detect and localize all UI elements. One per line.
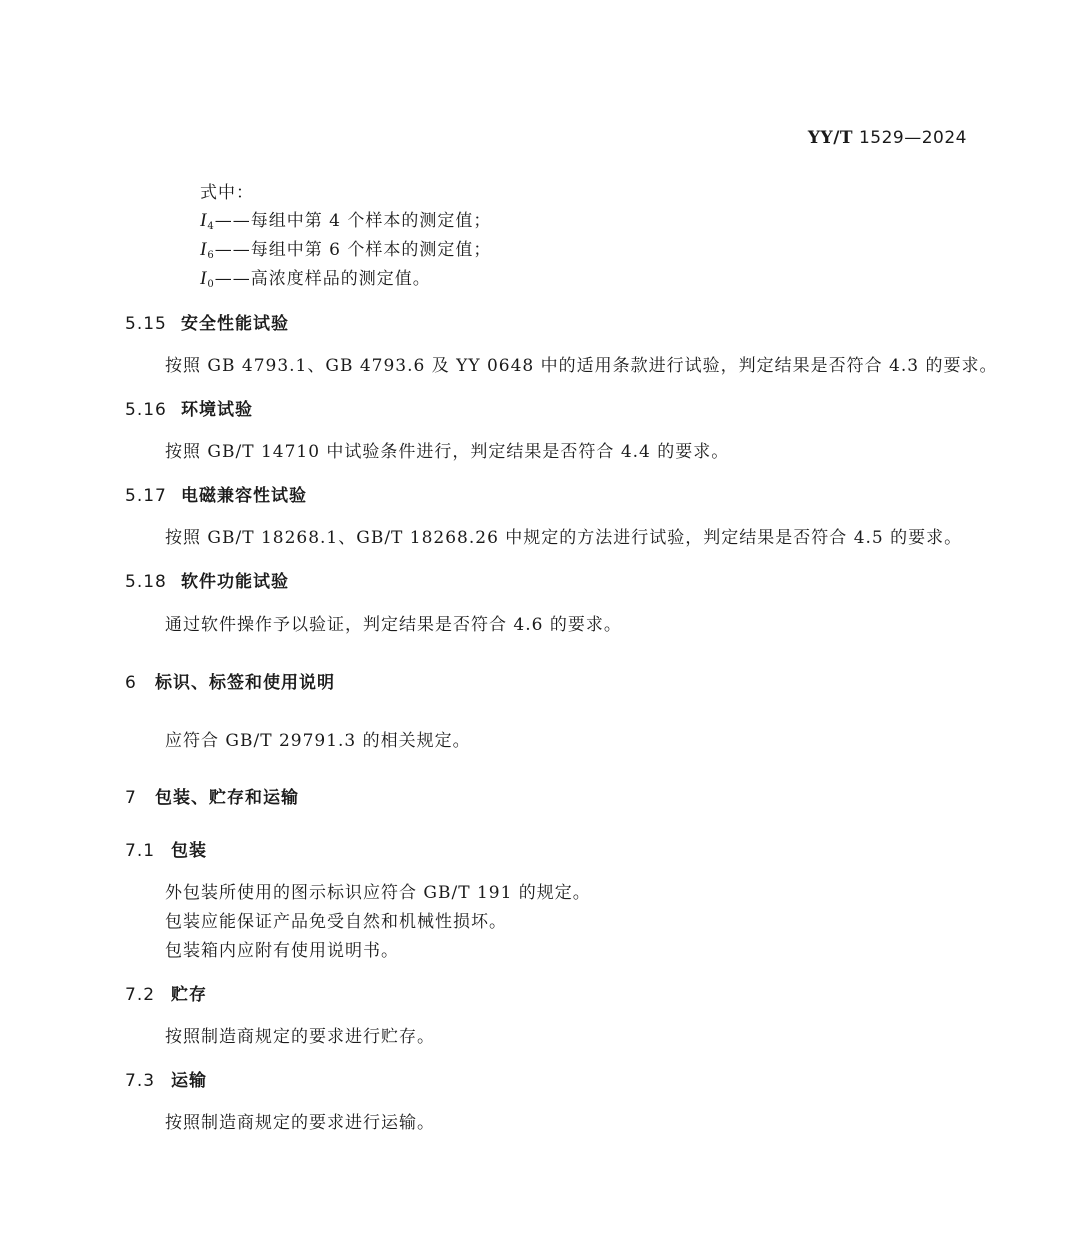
section-text-5-16: 按照 GB/T 14710 中试验条件进行，判定结果是否符合 4.4 的要求。 <box>165 442 730 462</box>
formula-legend-intro: 式中： <box>200 183 254 203</box>
section-title: 包装、贮存和运输 <box>155 788 299 808</box>
section-title: 标识、标签和使用说明 <box>155 673 335 693</box>
section-number: 7 <box>125 788 137 808</box>
section-heading-7-3 <box>125 1066 207 1091</box>
standard-code <box>808 128 967 148</box>
standard-code-number: 1529—2024 <box>858 128 967 148</box>
section-text-7-1-line-3: 包装箱内应附有使用说明书。 <box>165 941 399 961</box>
section-text-7-2: 按照制造商规定的要求进行贮存。 <box>165 1027 435 1047</box>
section-heading-5-15 <box>125 309 289 334</box>
formula-variable-i4 <box>200 206 491 232</box>
section-number: 5.18 <box>125 572 167 592</box>
section-text-5-18: 通过软件操作予以验证，判定结果是否符合 4.6 的要求。 <box>165 615 622 635</box>
section-number: 5.17 <box>125 486 167 506</box>
section-heading-5-16 <box>125 395 253 420</box>
variable-symbol: I <box>200 239 208 260</box>
section-title: 软件功能试验 <box>181 572 289 592</box>
section-text-6: 应符合 GB/T 29791.3 的相关规定。 <box>165 731 471 751</box>
section-number: 7.1 <box>125 841 156 861</box>
section-heading-7 <box>125 783 299 808</box>
section-title: 环境试验 <box>181 400 253 420</box>
section-number: 5.16 <box>125 400 167 420</box>
variable-description: ——每组中第 6 个样本的测定值； <box>214 240 492 260</box>
section-text-7-3: 按照制造商规定的要求进行运输。 <box>165 1113 435 1133</box>
section-title: 电磁兼容性试验 <box>181 486 307 506</box>
section-heading-5-17 <box>125 481 307 506</box>
section-number: 6 <box>125 673 137 693</box>
formula-variable-i6 <box>200 235 491 261</box>
section-text-5-15: 按照 GB 4793.1、GB 4793.6 及 YY 0648 中的适用条款进行试验，判定结果是否符合 4.3 的要求。 <box>165 356 998 376</box>
section-heading-7-1 <box>125 836 207 861</box>
standard-code-letters: YY/T <box>807 128 854 148</box>
section-title: 安全性能试验 <box>181 314 289 334</box>
section-heading-7-2 <box>125 980 207 1005</box>
section-title: 包装 <box>171 841 207 861</box>
variable-description: ——高浓度样品的测定值。 <box>214 269 431 289</box>
section-text-7-1-line-2: 包装应能保证产品免受自然和机械性损坏。 <box>165 912 507 932</box>
variable-symbol: I <box>200 210 208 231</box>
variable-symbol: I <box>200 268 208 289</box>
section-heading-6 <box>125 668 335 693</box>
section-text-7-1-line-1: 外包装所使用的图示标识应符合 GB/T 191 的规定。 <box>165 883 591 903</box>
section-heading-5-18 <box>125 567 289 592</box>
variable-subscript: 6 <box>207 250 215 261</box>
formula-variable-i0 <box>200 264 431 290</box>
section-number: 7.2 <box>125 985 156 1005</box>
section-number: 5.15 <box>125 314 167 334</box>
section-text-5-17: 按照 GB/T 18268.1、GB/T 18268.26 中规定的方法进行试验，判定结果是否符合 4.5 的要求。 <box>165 528 963 548</box>
section-number: 7.3 <box>125 1071 156 1091</box>
section-title: 运输 <box>171 1071 207 1091</box>
section-title: 贮存 <box>171 985 207 1005</box>
variable-description: ——每组中第 4 个样本的测定值； <box>214 211 492 231</box>
variable-subscript: 4 <box>207 221 215 232</box>
variable-subscript: 0 <box>207 279 215 290</box>
